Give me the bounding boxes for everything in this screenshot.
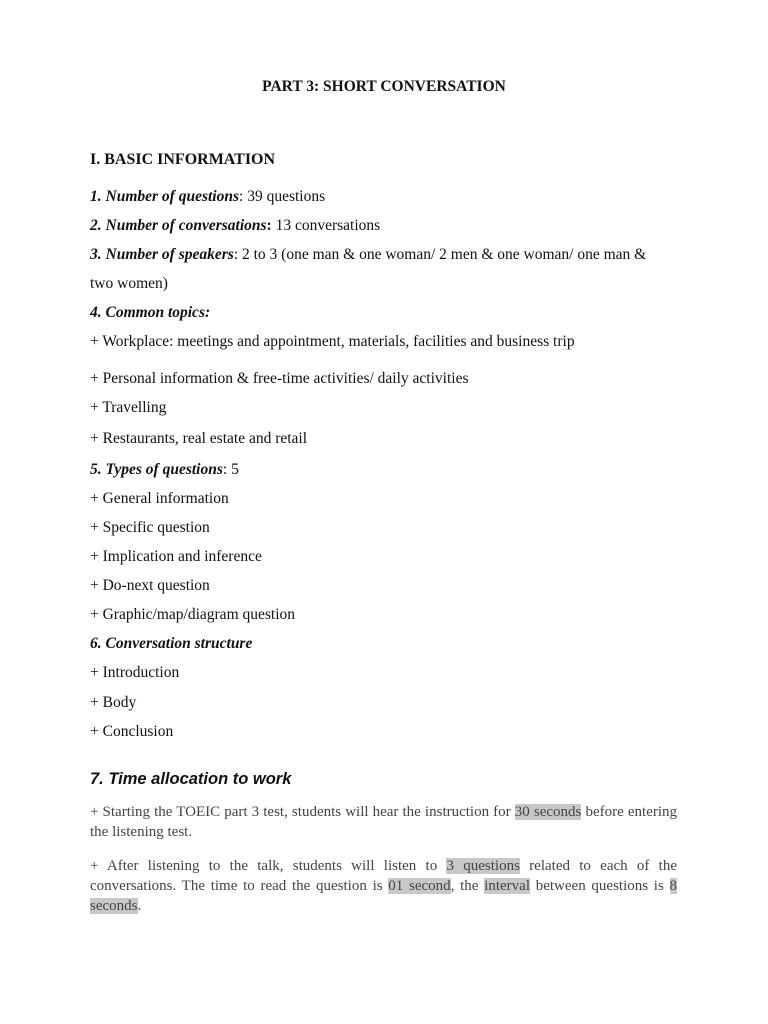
- highlight-3-questions: 3 questions: [446, 858, 520, 874]
- time-allocation-paragraph-2: [90, 856, 677, 916]
- list-item: + Workplace: meetings and appointment, materials, facilities and business trip: [90, 333, 575, 350]
- separator: :: [233, 246, 242, 263]
- conversation-structure-heading: [90, 635, 252, 653]
- list-item: + Specific question: [90, 519, 210, 536]
- common-topics-heading: [90, 304, 210, 322]
- separator: :: [266, 217, 276, 234]
- number-of-questions-value: 39 questions: [247, 188, 326, 205]
- paragraph-text: + Starting the TOEIC part 3 test, students will hear the instruction for: [90, 804, 515, 820]
- list-item: + Conclusion: [90, 723, 174, 740]
- list-item: + Body: [90, 694, 137, 711]
- number-of-speakers-value: 2 to 3 (one man & one woman/ 2 men & one woman/ one man &: [242, 246, 647, 263]
- number-of-conversations-label: 2. Number of conversations: [90, 217, 267, 234]
- paragraph-text: before entering the listening test.: [90, 804, 678, 840]
- time-allocation-paragraph-1: [90, 802, 677, 842]
- types-of-questions-label: 5. Types of questions: [90, 461, 223, 478]
- page-title: PART 3: SHORT CONVERSATION: [262, 78, 506, 95]
- highlight-01-second: 01 second: [388, 878, 451, 894]
- list-item: + Travelling: [90, 399, 167, 416]
- highlight-30-seconds: 30 seconds: [514, 804, 582, 820]
- number-of-questions-label: 1. Number of questions: [90, 188, 239, 205]
- section-heading-basic-information: I. BASIC INFORMATION: [90, 151, 276, 168]
- paragraph-text: between questions is: [530, 878, 670, 894]
- number-of-speakers-label: 3. Number of speakers: [90, 246, 234, 263]
- highlight-interval: interval: [484, 878, 531, 894]
- number-of-conversations-line: [90, 217, 380, 235]
- types-of-questions-value: 5: [231, 461, 239, 478]
- number-of-questions-line: [90, 188, 325, 206]
- list-item: + Restaurants, real estate and retail: [90, 430, 308, 447]
- list-item: + Introduction: [90, 664, 180, 681]
- separator: :: [222, 461, 232, 478]
- highlight-8-seconds: 8 seconds: [90, 878, 678, 914]
- number-of-speakers-line: [90, 246, 646, 264]
- number-of-speakers-value-continued: two women): [90, 275, 168, 292]
- list-item: + Implication and inference: [90, 548, 262, 565]
- paragraph-text: .: [137, 898, 142, 914]
- separator: :: [239, 188, 248, 205]
- paragraph-text: + After listening to the talk, students will listen to: [90, 858, 447, 874]
- list-item: + Do-next question: [90, 577, 210, 594]
- list-item: + General information: [90, 490, 229, 507]
- number-of-conversations-value: 13 conversations: [275, 217, 381, 234]
- paragraph-text: , the: [450, 878, 485, 894]
- list-item: + Graphic/map/diagram question: [90, 606, 296, 623]
- types-of-questions-line: [90, 461, 239, 479]
- time-allocation-heading: 7. Time allocation to work: [90, 770, 292, 788]
- conversation-structure-label: 6. Conversation structure: [90, 635, 253, 652]
- list-item: + Personal information & free-time activities/ daily activities: [90, 370, 469, 387]
- paragraph-text: related to each of the conversations. The time to read the question is: [90, 858, 677, 894]
- common-topics-label: 4. Common topics:: [90, 304, 211, 321]
